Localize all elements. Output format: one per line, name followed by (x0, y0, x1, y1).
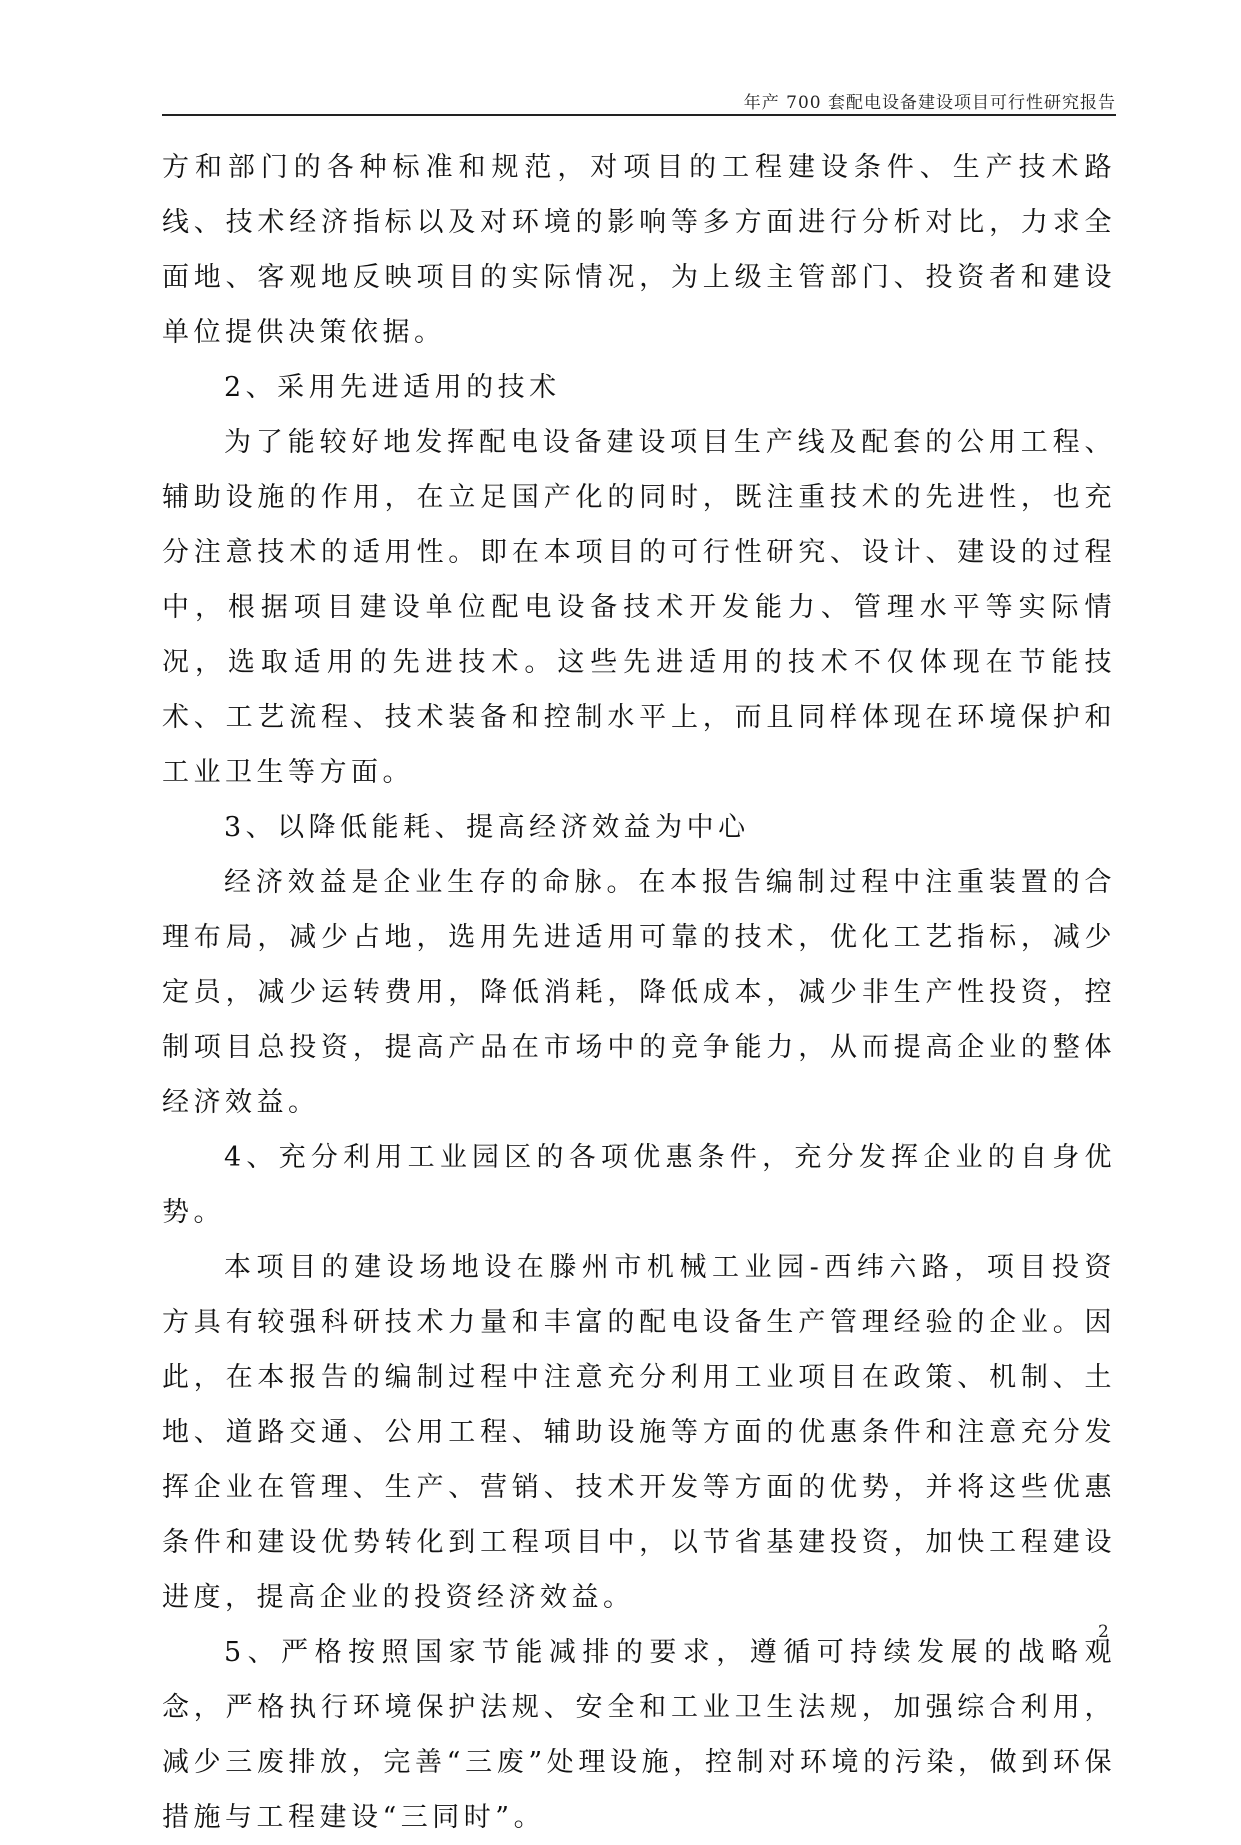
paragraph-section-3: 经济效益是企业生存的命脉。在本报告编制过程中注重装置的合理布局，减少占地，选用先进适用可靠的技术，优化工艺指标，减少定员，减少运转费用，降低消耗，降低成本，减少非生产性投资，控制项目总投资，提高产品在市场中的竞争能力，从而提高企业的整体经济效益。 (162, 867, 1116, 1118)
section-5: 5、严格按照国家节能减排的要求，遵循可持续发展的战略观念，严格执行环境保护法规、安全和工业卫生法规，加强综合利用，减少三废排放，完善“三废”处理设施，控制对环境的污染，做到环保措施与工程建设“三同时”。 (162, 1637, 1116, 1833)
page-number: 2 (1098, 1622, 1109, 1642)
document-body (162, 140, 1116, 1845)
section-heading-2: 2、采用先进适用的技术 (224, 372, 561, 403)
paragraph-section-2: 为了能较好地发挥配电设备建设项目生产线及配套的公用工程、辅助设施的作用，在立足国产化的同时，既注重技术的先进性，也充分注意技术的适用性。即在本项目的可行性研究、设计、建设的过程中，根据项目建设单位配电设备技术开发能力、管理水平等实际情况，选取适用的先进技术。这些先进适用的技术不仅体现在节能技术、工艺流程、技术装备和控制水平上，而且同样体现在环境保护和工业卫生等方面。 (162, 427, 1116, 788)
paragraph-section-4: 本项目的建设场地设在滕州市机械工业园-西纬六路，项目投资方具有较强科研技术力量和丰富的配电设备生产管理经验的企业。因此，在本报告的编制过程中注意充分利用工业项目在政策、机制、土地、道路交通、公用工程、辅助设施等方面的优惠条件和注意充分发挥企业在管理、生产、营销、技术开发等方面的优势，并将这些优惠条件和建设优势转化到工程项目中，以节省基建投资，加快工程建设进度，提高企业的投资经济效益。 (162, 1252, 1116, 1613)
section-heading-3: 3、以降低能耗、提高经济效益为中心 (224, 812, 750, 843)
page-header (162, 84, 1116, 116)
header-title: 年产 700 套配电设备建设项目可行性研究报告 (743, 93, 1116, 113)
paragraph-continuation: 方和部门的各种标准和规范，对项目的工程建设条件、生产技术路线、技术经济指标以及对环境的影响等多方面进行分析对比，力求全面地、客观地反映项目的实际情况，为上级主管部门、投资者和建设单位提供决策依据。 (162, 152, 1116, 348)
section-heading-4: 4、充分利用工业园区的各项优惠条件，充分发挥企业的自身优势。 (162, 1142, 1116, 1228)
